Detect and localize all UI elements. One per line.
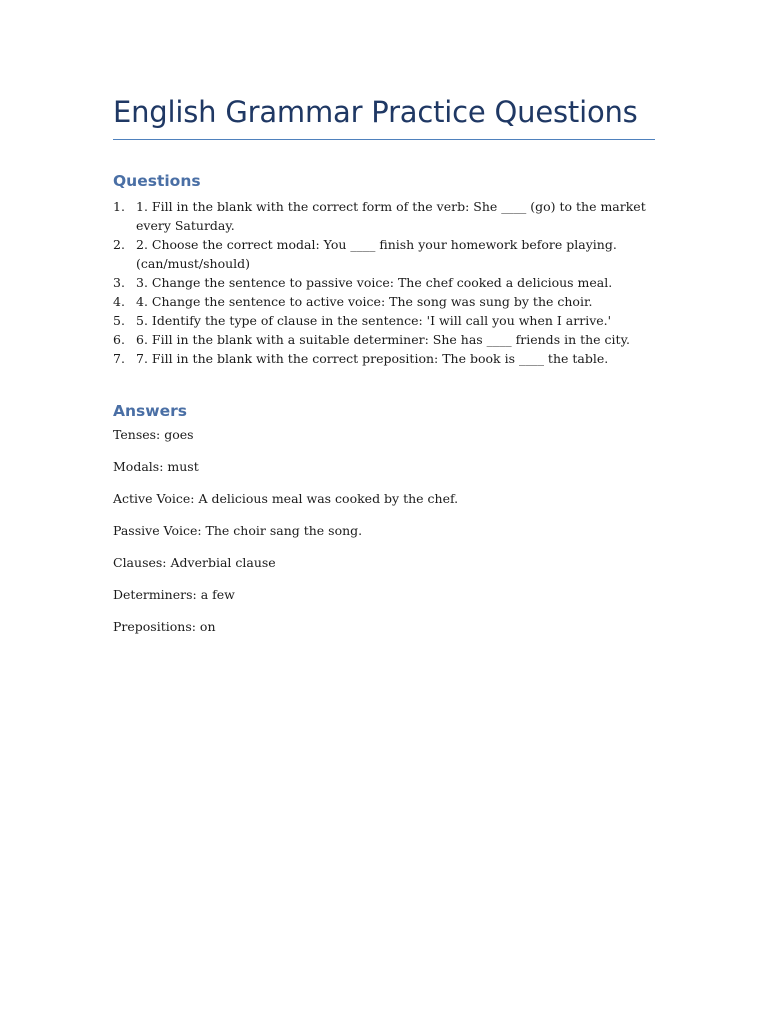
answer-item: Clauses: Adverbial clause xyxy=(113,555,276,570)
question-item xyxy=(113,197,655,235)
question-item xyxy=(113,349,655,368)
question-item xyxy=(113,292,655,311)
question-text: 7. Fill in the blank with the correct preposition: The book is ____ the table. xyxy=(136,351,609,366)
question-number: 3. xyxy=(113,275,125,290)
answer-item: Modals: must xyxy=(113,459,199,474)
question-text: 2. Choose the correct modal: You ____ finish your homework before playing. (can/must/should) xyxy=(136,237,617,271)
question-item xyxy=(113,273,655,292)
question-text: 5. Identify the type of clause in the sentence: 'I will call you when I arrive.' xyxy=(136,313,612,328)
question-item xyxy=(113,311,655,330)
questions-heading: Questions xyxy=(113,172,201,190)
question-number: 2. xyxy=(113,237,125,252)
answer-item: Tenses: goes xyxy=(113,427,194,442)
answer-item: Prepositions: on xyxy=(113,619,216,634)
question-number: 7. xyxy=(113,351,125,366)
answers-heading: Answers xyxy=(113,402,187,420)
question-number: 6. xyxy=(113,332,125,347)
questions-list xyxy=(113,197,655,368)
answer-item: Determiners: a few xyxy=(113,587,235,602)
question-number: 5. xyxy=(113,313,125,328)
answers-list xyxy=(113,425,655,649)
question-number: 4. xyxy=(113,294,125,309)
question-item xyxy=(113,235,655,273)
title-underline xyxy=(113,139,655,140)
question-text: 4. Change the sentence to active voice: The song was sung by the choir. xyxy=(136,294,593,309)
document-title: English Grammar Practice Questions xyxy=(113,95,638,129)
question-text: 3. Change the sentence to passive voice: The chef cooked a delicious meal. xyxy=(136,275,613,290)
question-text: 1. Fill in the blank with the correct form of the verb: She ____ (go) to the market every Saturday. xyxy=(136,199,646,233)
question-item xyxy=(113,330,655,349)
question-number: 1. xyxy=(113,199,125,214)
answer-item: Active Voice: A delicious meal was cooked by the chef. xyxy=(113,491,459,506)
question-text: 6. Fill in the blank with a suitable determiner: She has ____ friends in the city. xyxy=(136,332,630,347)
answer-item: Passive Voice: The choir sang the song. xyxy=(113,523,363,538)
